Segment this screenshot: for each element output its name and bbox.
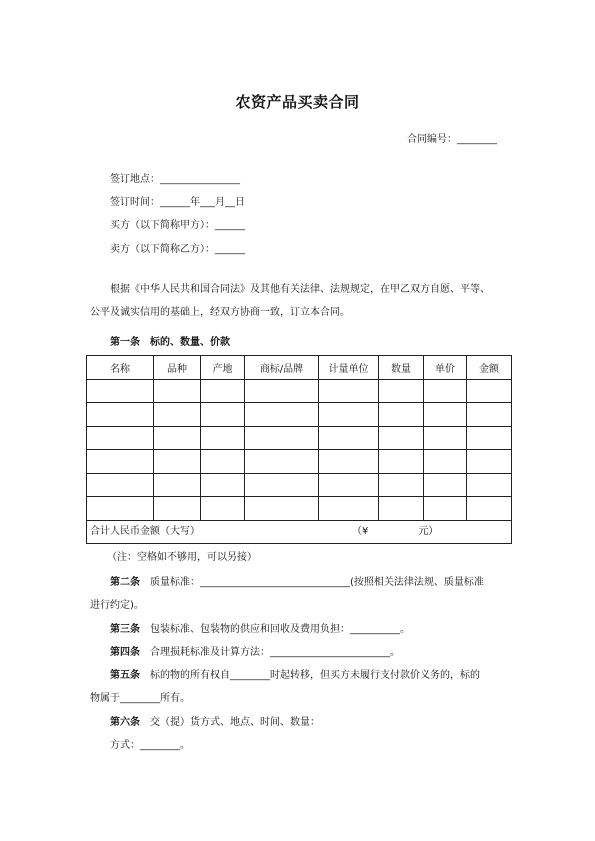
table-row xyxy=(87,450,512,474)
article-6-label: 第六条 xyxy=(110,717,140,728)
contract-number: 合同编号：________ xyxy=(407,134,497,145)
table-row xyxy=(87,403,512,427)
table-total-row xyxy=(87,520,512,544)
header-quantity: 数量 xyxy=(379,356,424,380)
table-cell xyxy=(424,379,467,403)
signing-place: 签订地点：________________ xyxy=(110,174,240,185)
table-cell xyxy=(87,473,154,497)
table-cell xyxy=(154,497,201,521)
table-cell xyxy=(201,450,245,474)
header-unit-price: 单价 xyxy=(424,356,467,380)
article-5-continued: 物属于________所有。 xyxy=(90,693,190,704)
table-note: （注：空格如不够用，可以另接） xyxy=(107,552,257,563)
table-cell xyxy=(467,426,512,450)
table-cell xyxy=(467,497,512,521)
total-amount: （¥ 元） xyxy=(352,525,439,537)
table-row xyxy=(87,426,512,450)
article-6-text: 交（提）货方式、地点、时间、数量： xyxy=(150,717,320,728)
table-cell xyxy=(87,450,154,474)
table-cell xyxy=(379,497,424,521)
total-label: 合计人民币金额（大写） xyxy=(90,525,200,537)
table-cell xyxy=(319,403,379,427)
total-wrap xyxy=(90,521,511,543)
article-4-label: 第四条 xyxy=(110,647,140,658)
buyer-field: 买方（以下简称甲方）：______ xyxy=(110,220,245,231)
table-cell xyxy=(87,403,154,427)
table-cell xyxy=(245,379,319,403)
table-cell xyxy=(319,497,379,521)
table-cell xyxy=(245,403,319,427)
table-cell xyxy=(424,497,467,521)
document-title: 农资产品买卖合同 xyxy=(235,93,360,111)
table-cell xyxy=(467,473,512,497)
table-header-row xyxy=(87,356,512,380)
header-brand: 商标/品牌 xyxy=(245,356,319,380)
table-cell xyxy=(424,450,467,474)
table-cell xyxy=(245,426,319,450)
article-5-label: 第五条 xyxy=(110,670,140,681)
article-6 xyxy=(110,716,320,730)
table-cell xyxy=(154,473,201,497)
table-row xyxy=(87,473,512,497)
article-4-text: 合理损耗标准及计算方法：________________________。 xyxy=(150,647,400,658)
article-3 xyxy=(110,623,410,637)
table-cell xyxy=(245,497,319,521)
table-cell xyxy=(201,379,245,403)
table-cell xyxy=(319,379,379,403)
table-cell xyxy=(319,473,379,497)
header-name: 名称 xyxy=(87,356,154,380)
table-cell xyxy=(201,426,245,450)
article-3-text: 包装标准、包装物的供应和回收及费用负担：__________。 xyxy=(150,624,410,635)
table-cell xyxy=(201,497,245,521)
article-2-text: 质量标准：______________________________(按照相关法律法规、质量标准 xyxy=(150,577,484,588)
table-cell xyxy=(379,450,424,474)
table-cell xyxy=(379,379,424,403)
total-cell xyxy=(87,520,512,544)
article-1-heading: 第一条 标的、数量、价款 xyxy=(110,337,230,348)
article-5-text: 标的物的所有权自________时起转移，但买方未履行支付款价义务的，标的 xyxy=(150,670,480,681)
article-2-continued: 进行约定)。 xyxy=(90,600,144,611)
table-cell xyxy=(87,379,154,403)
table-cell xyxy=(467,403,512,427)
article-3-label: 第三条 xyxy=(110,624,140,635)
table-cell xyxy=(379,403,424,427)
intro-line-2: 公平及诚实信用的基础上，经双方协商一致，订立本合同。 xyxy=(90,307,350,318)
table-cell xyxy=(319,426,379,450)
signing-date: 签订时间：______年___月__日 xyxy=(110,197,245,208)
table-cell xyxy=(245,473,319,497)
intro-line-1: 根据《中华人民共和国合同法》及其他有关法律、法规规定，在甲乙双方自愿、平等、 xyxy=(110,284,490,295)
table-cell xyxy=(154,379,201,403)
article-4 xyxy=(110,646,400,660)
table-cell xyxy=(424,403,467,427)
table-cell xyxy=(467,450,512,474)
table-row xyxy=(87,497,512,521)
table-cell xyxy=(154,403,201,427)
table-cell xyxy=(201,473,245,497)
table-cell xyxy=(424,426,467,450)
table-cell xyxy=(245,450,319,474)
seller-field: 卖方（以下简称乙方）：______ xyxy=(110,244,245,255)
table-cell xyxy=(154,426,201,450)
article-2 xyxy=(110,576,484,590)
table-cell xyxy=(87,426,154,450)
table-cell xyxy=(201,403,245,427)
table-cell xyxy=(154,450,201,474)
header-amount: 金额 xyxy=(467,356,512,380)
table-cell xyxy=(424,473,467,497)
table-cell xyxy=(467,379,512,403)
table-cell xyxy=(87,497,154,521)
table-cell xyxy=(379,473,424,497)
goods-table xyxy=(86,355,512,544)
header-origin: 产地 xyxy=(201,356,245,380)
article-2-label: 第二条 xyxy=(110,577,140,588)
article-5 xyxy=(110,669,480,683)
header-unit: 计量单位 xyxy=(319,356,379,380)
delivery-method: 方式：________。 xyxy=(110,740,190,751)
table-cell xyxy=(379,426,424,450)
table-cell xyxy=(319,450,379,474)
header-variety: 品种 xyxy=(154,356,201,380)
table-row xyxy=(87,379,512,403)
